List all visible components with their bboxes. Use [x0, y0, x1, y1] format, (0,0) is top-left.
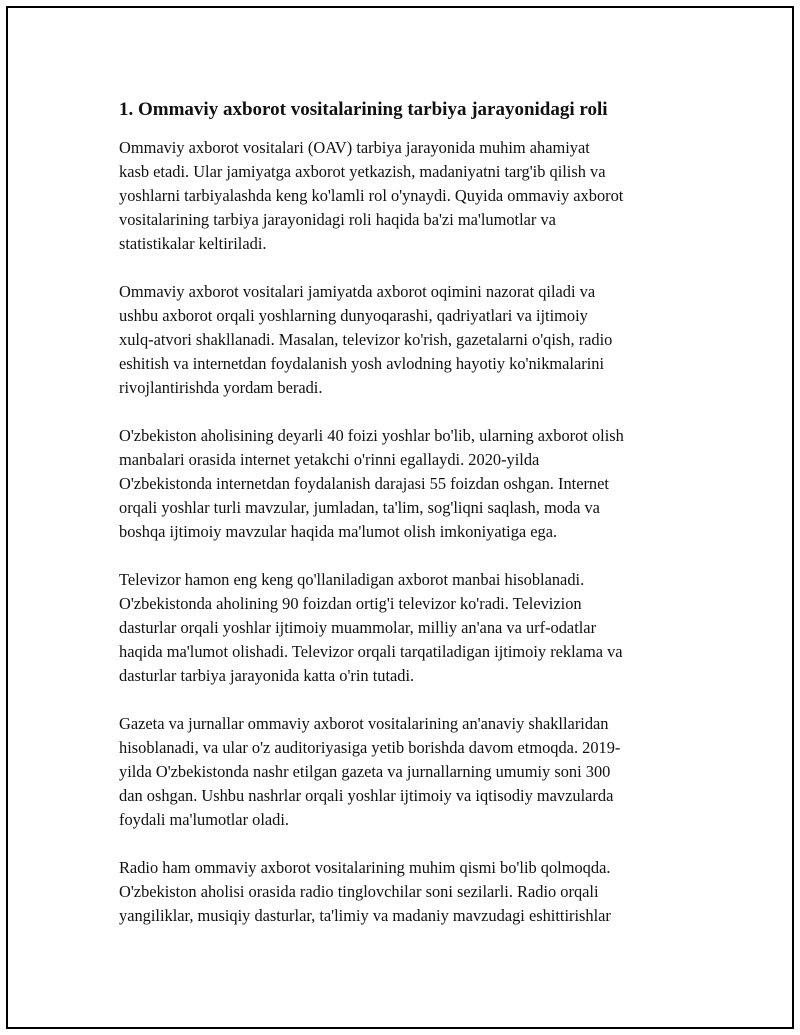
- document-body: [119, 98, 679, 952]
- document-page: [6, 6, 794, 1029]
- paragraph-radio: Radio ham ommaviy axborot vositalarining muhim qismi bo'lib qolmoqda. O'zbekiston aholisi orasida radio tinglovchilar soni sezilarli. Radio orqali yangiliklar, musiqiy dasturlar, ta'limiy va madaniy mavzudagi eshittirishlar: [119, 858, 611, 925]
- section-heading: 1. Ommaviy axborot vositalarining tarbiya jarayonidagi roli: [119, 99, 608, 120]
- paragraph-television: Televizor hamon eng keng qo'llaniladigan axborot manbai hisoblanadi. O'zbekistonda aholining 90 foizdan ortig'i televizor ko'radi. Televizion dasturlar orqali yoshlar ijtimoiy muammolar, milliy an'ana va urf-odatlar haqida ma'lumot olishadi. Televizor orqali tarqatiladigan ijtimoiy reklama va dasturlar tarbiya jarayonida katta o'rin tutadi.: [119, 570, 623, 685]
- paragraph-information-flow: Ommaviy axborot vositalari jamiyatda axborot oqimini nazorat qiladi va ushbu axborot orqali yoshlarning dunyoqarashi, qadriyatlari va ijtimoiy xulq-atvori shakllanadi. Masalan, televizor ko'rish, gazetalarni o'qish, radio eshitish va internetdan foydalanish yosh avlodning hayotiy ko'nikmalarini rivojlantirishda yordam beradi.: [119, 282, 613, 397]
- paragraph-print-media: Gazeta va jurnallar ommaviy axborot vositalarining an'anaviy shakllaridan hisoblanadi, va ular o'z auditoriyasiga yetib borishda davom etmoqda. 2019- yilda O'zbekistonda nashr etilgan gazeta va jurnallarning umumiy soni 300 dan oshgan. Ushbu nashrlar orqali yoshlar ijtimoiy va iqtisodiy mavzularda foydali ma'lumotlar oladi.: [119, 714, 621, 829]
- paragraph-internet: O'zbekiston aholisining deyarli 40 foizi yoshlar bo'lib, ularning axborot olish manbalari orasida internet yetakchi o'rinni egallaydi. 2020-yilda O'zbekistonda internetdan foydalanish darajasi 55 foizdan oshgan. Internet orqali yoshlar turli mavzular, jumladan, ta'lim, sog'liqni saqlash, moda va boshqa ijtimoiy mavzular haqida ma'lumot olish imkoniyatiga ega.: [119, 426, 624, 541]
- paragraph-intro: Ommaviy axborot vositalari (OAV) tarbiya jarayonida muhim ahamiyat kasb etadi. Ular jamiyatga axborot yetkazish, madaniyatni targ'ib qilish va yoshlarni tarbiyalashda keng ko'lamli rol o'ynaydi. Quyida ommaviy axborot vositalarining tarbiya jarayonidagi roli haqida ba'zi ma'lumotlar va statistikalar keltiriladi.: [119, 138, 624, 253]
